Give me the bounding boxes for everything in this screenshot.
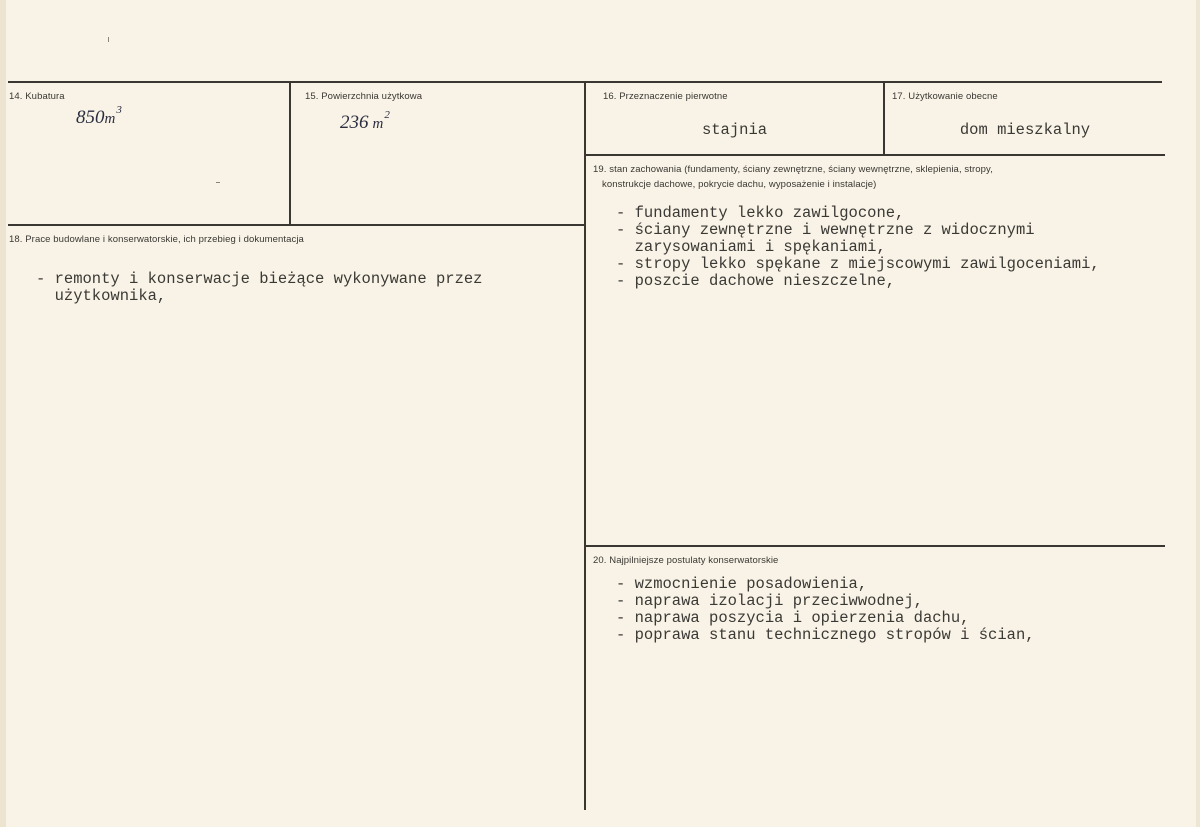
field-15-label: 15. Powierzchnia użytkowa — [305, 91, 423, 102]
field-19-line: - fundamenty lekko zawilgocone, — [616, 204, 905, 222]
field-18-label: 18. Prace budowlane i konserwatorskie, ich przebieg i dokumentacja — [9, 234, 304, 245]
field-20-line: - naprawa poszycia i opierzenia dachu, — [616, 609, 970, 627]
field-15-unit: m — [372, 116, 384, 132]
field-19-label: 19. stan zachowania (fundamenty, ściany zewnętrzne, ściany wewnętrzne, sklepienia, stropy, — [593, 164, 993, 175]
field-14-number: 850 — [76, 107, 105, 128]
field-20-line: - wzmocnienie posadowienia, — [616, 575, 868, 593]
divider-16-17 — [883, 82, 885, 155]
field-20-line: - naprawa izolacji przeciwwodnej, — [616, 592, 923, 610]
field-15-number: 236 — [340, 112, 369, 133]
speck — [108, 37, 109, 42]
field-14-label: 14. Kubatura — [9, 91, 65, 102]
field-15-exponent: 2 — [384, 108, 390, 121]
field-14-unit: m — [104, 111, 116, 127]
field-19-label-cont: konstrukcje dachowe, pokrycie dachu, wyposażenie i instalacje) — [602, 179, 877, 190]
field-16-label: 16. Przeznaczenie pierwotne — [603, 91, 728, 102]
rule-above-20 — [586, 545, 1165, 547]
card-right-edge — [1196, 0, 1200, 827]
field-19-line: - stropy lekko spękane z miejscowymi zawilgoceniami, — [616, 255, 1100, 273]
divider-14-15 — [289, 82, 291, 225]
field-19-line: zarysowaniami i spękaniami, — [616, 238, 886, 256]
field-14-exponent: 3 — [116, 103, 122, 116]
divider-left-right — [584, 82, 586, 810]
field-15-value — [340, 108, 390, 134]
speck — [216, 182, 220, 183]
card-left-edge — [0, 0, 6, 827]
field-19-line: - poszcie dachowe nieszczelne, — [616, 272, 896, 290]
field-17-label: 17. Użytkowanie obecne — [892, 91, 998, 102]
field-18-line: użytkownika, — [36, 287, 167, 305]
field-14-value — [76, 103, 122, 129]
field-20-line: - poprawa stanu technicznego stropów i ścian, — [616, 626, 1035, 644]
field-20-label: 20. Najpilniejsze postulaty konserwatorskie — [593, 555, 779, 566]
rule-under-16-17 — [586, 154, 1165, 156]
field-18-line: - remonty i konserwacje bieżące wykonywane przez — [36, 270, 483, 288]
rule-under-14-15 — [8, 224, 586, 226]
field-17-value: dom mieszkalny — [959, 121, 1091, 139]
field-16-value: stajnia — [701, 121, 768, 139]
field-19-line: - ściany zewnętrzne i wewnętrzne z widocznymi — [616, 221, 1035, 239]
